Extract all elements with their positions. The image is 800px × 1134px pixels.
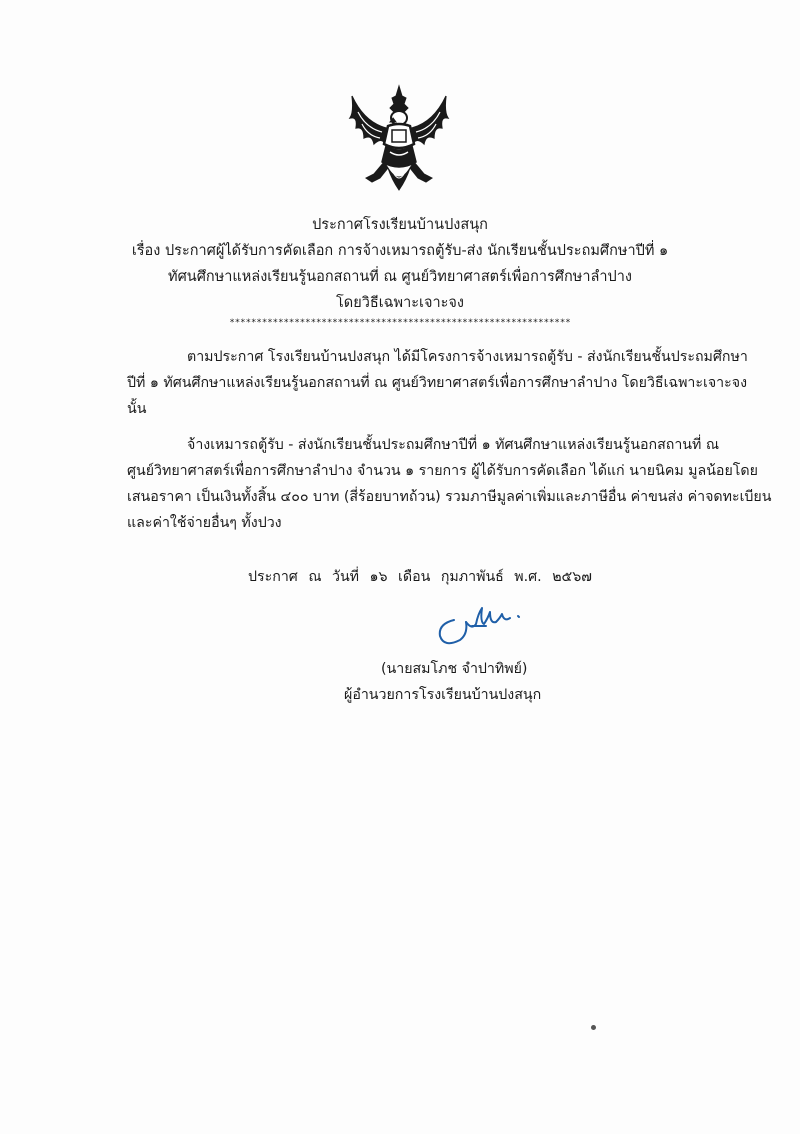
paragraph-2-line-1: จ้างเหมารถตู้รับ - ส่งนักเรียนชั้นประถมศึกษาปีที่ ๑ ทัศนศึกษาแหล่งเรียนรู้นอกสถานที่ ณ	[187, 437, 720, 453]
subject-line-3: โดยวิธีเฉพาะเจาะจง	[336, 295, 464, 311]
speck-mark	[591, 1025, 596, 1030]
paragraph-2-line-4: และค่าใช้จ่ายอื่นๆ ทั้งปวง	[127, 515, 282, 531]
paragraph-2-line-2: ศูนย์วิทยาศาสตร์เพื่อการศึกษาลำปาง จำนวน ๑ รายการ ผู้ได้รับการคัดเลือก ได้แก่ นายนิคม มูลน้อยโดย	[127, 463, 758, 479]
paragraph-1-line-3: นั้น	[127, 401, 147, 417]
separator-line: ***************************************************************	[229, 318, 571, 328]
paragraph-2-line-3: เสนอราคา เป็นเงินทั้งสิ้น ๔๐๐ บาท (สี่ร้อยบาทถ้วน) รวมภาษีมูลค่าเพิ่มและภาษีอื่น ค่าขนส่ง ค่าจดทะเบียน	[127, 489, 772, 505]
signatory-position: ผู้อำนวยการโรงเรียนบ้านปงสนุก	[344, 687, 542, 703]
announcement-date: ประกาศ ณ วันที่ ๑๖ เดือน กุมภาพันธ์ พ.ศ. ๒๕๖๗	[248, 569, 592, 585]
paragraph-1-line-1: ตามประกาศ โรงเรียนบ้านปงสนุก ได้มีโครงการจ้างเหมารถตู้รับ - ส่งนักเรียนชั้นประถมศึกษา	[187, 349, 748, 365]
announcement-title: ประกาศโรงเรียนบ้านปงสนุก	[312, 217, 488, 233]
signature-image	[432, 600, 542, 652]
signatory-name: (นายสมโภช จำปาทิพย์)	[381, 661, 528, 677]
paragraph-1-line-2: ปีที่ ๑ ทัศนศึกษาแหล่งเรียนรู้นอกสถานที่ ณ ศูนย์วิทยาศาสตร์เพื่อการศึกษาลำปาง โดยวิธีเฉพาะเจาะจง	[127, 375, 748, 391]
subject-line-2: ทัศนศึกษาแหล่งเรียนรู้นอกสถานที่ ณ ศูนย์วิทยาศาสตร์เพื่อการศึกษาลำปาง	[168, 269, 632, 285]
garuda-emblem-icon	[344, 82, 454, 194]
subject-line-1: เรื่อง ประกาศผู้ได้รับการคัดเลือก การจ้างเหมารถตู้รับ-ส่ง นักเรียนชั้นประถมศึกษาปีที่ ๑	[131, 243, 669, 259]
